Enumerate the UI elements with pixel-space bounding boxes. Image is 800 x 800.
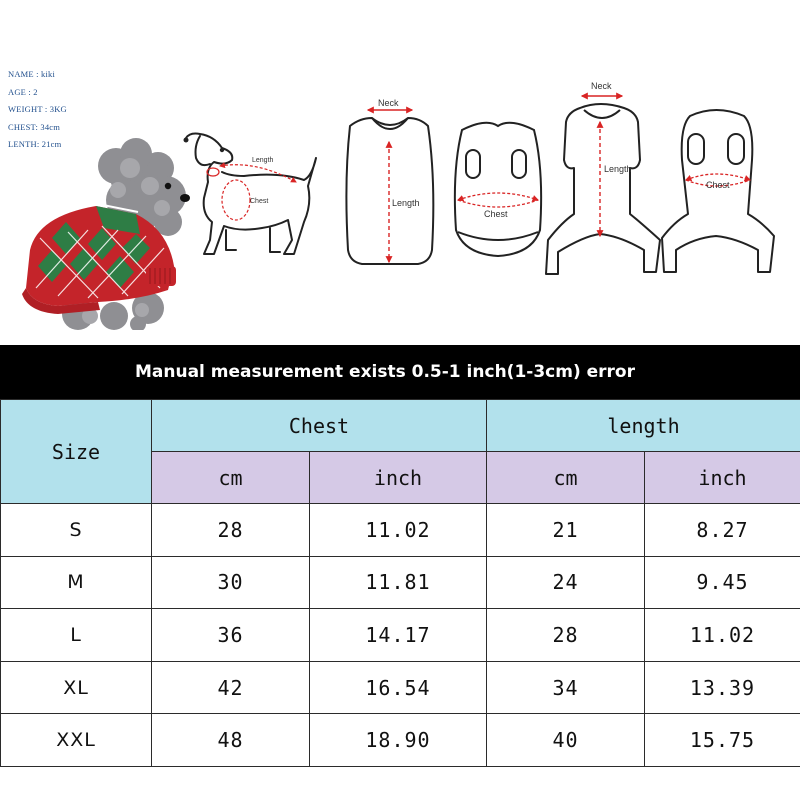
chest-inch-cell: 11.81	[310, 556, 487, 609]
dog-outline-drawing	[186, 134, 316, 255]
size-chart-table	[0, 399, 800, 767]
length-cm-cell: 21	[487, 504, 645, 557]
table-row	[1, 504, 800, 557]
size-cell: S	[1, 504, 152, 557]
jumpsuit-front-drawing	[546, 104, 660, 274]
length-cm-cell: 34	[487, 661, 645, 714]
sweater-neck-label: Neck	[378, 98, 399, 108]
size-cell: XXL	[1, 714, 152, 767]
jumpsuit-chest-label: Chest	[706, 180, 730, 190]
length-cm-cell: 40	[487, 714, 645, 767]
length-inch-cell: 11.02	[645, 609, 800, 662]
dog-name: NAME : kiki	[8, 69, 56, 79]
jumpsuit-neck-label: Neck	[591, 81, 612, 91]
sweater-front-drawing	[346, 118, 433, 264]
length-cm-cell: 28	[487, 609, 645, 662]
dog-chest: CHEST: 34cm	[8, 121, 61, 132]
chest-cm-cell: 36	[152, 609, 310, 662]
dog-weight: WEIGHT : 3KG	[8, 104, 67, 114]
length-inch-cell: 15.75	[645, 714, 800, 767]
chest-column-header: Chest	[152, 400, 487, 452]
sweater-length-label: Length	[392, 198, 420, 208]
size-cell: L	[1, 609, 152, 662]
table-row	[1, 609, 800, 662]
size-cell: XL	[1, 661, 152, 714]
chest-cm-header: cm	[152, 452, 310, 504]
length-column-header: length	[487, 400, 800, 452]
chest-inch-cell: 11.02	[310, 504, 487, 557]
chest-inch-cell: 18.90	[310, 714, 487, 767]
table-row	[1, 556, 800, 609]
table-row	[1, 661, 800, 714]
chest-inch-cell: 14.17	[310, 609, 487, 662]
dog-age: AGE : 2	[8, 86, 38, 97]
dog-length: LENTH: 21cm	[8, 139, 62, 149]
size-column-header: Size	[1, 400, 152, 504]
size-cell: M	[1, 556, 152, 609]
dog-length-label: Length	[252, 157, 274, 164]
length-inch-cell: 13.39	[645, 661, 800, 714]
table-row	[1, 714, 800, 767]
sweater-back-drawing	[455, 123, 541, 256]
chest-inch-header: inch	[310, 452, 487, 504]
measurement-error-banner: Manual measurement exists 0.5-1 inch(1-3cm) error	[0, 345, 800, 399]
jumpsuit-back-drawing	[662, 110, 774, 272]
chest-cm-cell: 48	[152, 714, 310, 767]
chest-inch-cell: 16.54	[310, 661, 487, 714]
chest-cm-cell: 42	[152, 661, 310, 714]
length-inch-cell: 9.45	[645, 556, 800, 609]
measurement-diagrams	[0, 0, 800, 345]
sweater-chest-label: Chest	[484, 209, 508, 219]
product-illustration-area	[0, 0, 800, 345]
length-inch-cell: 8.27	[645, 504, 800, 557]
length-inch-header: inch	[645, 452, 800, 504]
chest-cm-cell: 28	[152, 504, 310, 557]
chest-cm-cell: 30	[152, 556, 310, 609]
jumpsuit-length-label: Length	[604, 164, 632, 174]
dog-chest-label: Chest	[250, 198, 269, 205]
length-cm-cell: 24	[487, 556, 645, 609]
length-cm-header: cm	[487, 452, 645, 504]
